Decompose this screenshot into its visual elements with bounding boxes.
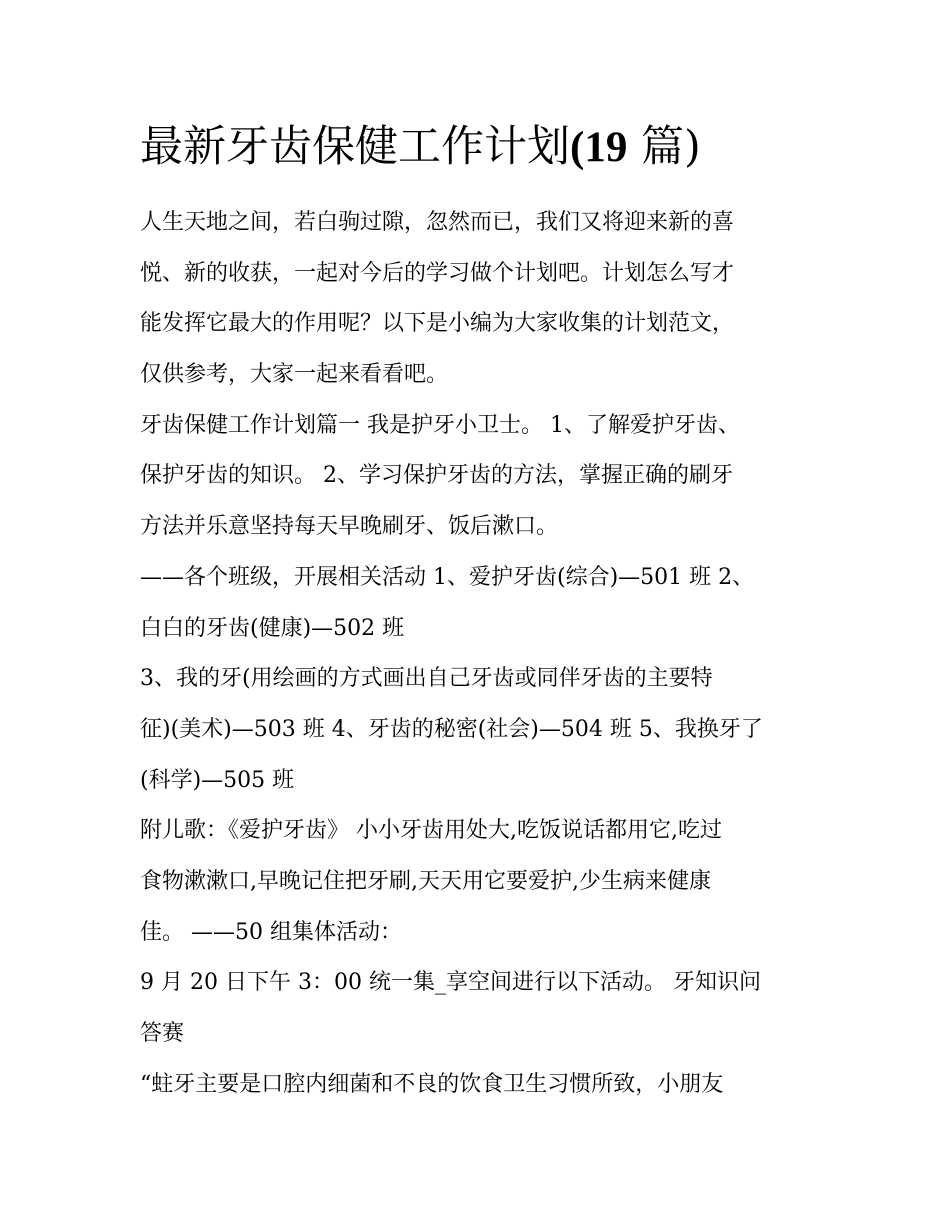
body-line: 能发挥它最大的作用呢？以下是小编为大家收集的计划范文， (140, 311, 735, 337)
document-title (140, 116, 840, 179)
body-line: 附儿歌：《爱护牙齿》 小小牙齿用处大,吃饭说话都用它,吃过 (140, 818, 722, 844)
body-line: 人生天地之间，若白驹过隙，忽然而已，我们又将迎来新的喜 (140, 210, 735, 235)
body-line: 佳。 ——50 组集体活动： (140, 919, 402, 945)
body-line: (科学)—505 班 (140, 767, 295, 793)
document-body (140, 198, 812, 1110)
body-line: 悦、新的收获，一起对今后的学习做个计划吧。计划怎么写才 (140, 260, 735, 286)
body-line: 牙齿保健工作计划篇一 我是护牙小卫士。 1、了解爱护牙齿、 (140, 412, 740, 438)
body-line: ——各个班级，开展相关活动 1、爱护牙齿(综合)—501 班 2、 (140, 564, 755, 590)
body-line: 仅供参考，大家一起来看看吧。 (140, 362, 449, 388)
body-line: “蛀牙主要是口腔内细菌和不良的饮食卫生习惯所致，小朋友 (140, 1071, 724, 1097)
title-count-suffix: 篇) (627, 122, 701, 172)
body-line: 征)(美术)—503 班 4、牙齿的秘密(社会)—504 班 5、我换牙了 (140, 716, 763, 742)
title-main: 最新牙齿保健工作计划 (140, 122, 570, 172)
title-count: (19 (570, 124, 628, 171)
body-line: 答赛 (140, 1021, 185, 1046)
body-line: 方法并乐意坚持每天早晚刷牙、饭后漱口。 (140, 514, 559, 540)
body-line: 保护牙齿的知识。 2、学习保护牙齿的方法，掌握正确的刷牙 (140, 463, 733, 489)
body-line: 食物漱漱口,早晚记住把牙刷,天天用它要爱护,少生病来健康 (140, 868, 711, 894)
body-line: 白白的牙齿(健康)—502 班 (140, 615, 405, 641)
body-line: 3、我的牙(用绘画的方式画出自己牙齿或同伴牙齿的主要特 (140, 666, 713, 692)
body-line: 9 月 20 日下午 3：00 统一集_享空间进行以下活动。 牙知识问 (140, 970, 761, 996)
